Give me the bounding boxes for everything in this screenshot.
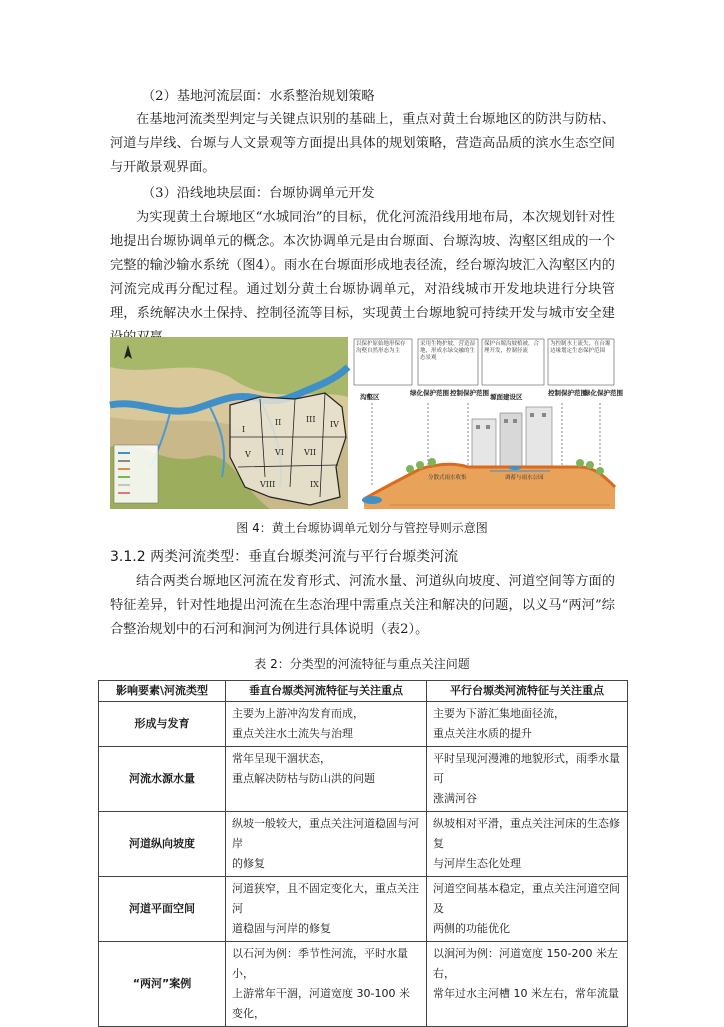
figure-4-caption: 图 4：黄土台塬协调单元划分与管控导则示意图 xyxy=(236,521,488,535)
paragraph-river-strategy: 在基地河流类型判定与关键点识别的基础上，重点对黄土台塬地区的防洪与防枯、河道与岸线、台塬与人文景观等方面提出具体的规划策略，营造高品质的滨水生态空间与开敞景观界面。 xyxy=(110,112,615,175)
unit-label-9: IX xyxy=(310,480,319,489)
river-water xyxy=(362,496,382,504)
zone-label-control-1: 控制保护范围 xyxy=(450,389,489,397)
paragraph-two-river-types: 结合两类台塬地区河流在发育形式、河流水量、河道纵向坡度、河道空间等方面的特征差异，针对性地提出河流在生态治理中需重点关注和解决的问题，以义马“两河”综合整治规划中的石河和涧河为例进行具体说明（表2）。 xyxy=(110,574,615,637)
section-note-2: 采用生物护坡，营造湿地，形成水绿交融的生态景观 xyxy=(420,341,476,361)
section-note-1: 以保护原始地形保存沟壑自然形态为主 xyxy=(356,341,406,354)
unit-label-5: V xyxy=(245,450,251,459)
unit-label-2: II xyxy=(275,418,282,427)
paragraph-coordination-unit: 为实现黄土台塬地区“水城同治”的目标，优化河流沿线用地布局，本次规划针对性地提出台塬协调单元的概念。本次协调单元是由台塬面、台塬沟坡、沟壑区组成的一个完整的输沙输水系统（图4）。雨水在台塬面形成地表径流，经台塬沟坡汇入沟壑区内的河流完成再分配过程。通过划分黄土台塬协调单元，对沿线城市开发地块进行分块管理，系统解决水土保持、控制径流等目标，实现黄土台塬地貌可持续开发与城市安全建 xyxy=(110,210,615,321)
table-row xyxy=(99,942,628,1027)
table-row xyxy=(99,747,628,812)
table-header-parallel: 平行台塬类河流特征与关注重点 xyxy=(427,681,628,702)
table-header-vertical: 垂直台塬类河流特征与关注重点 xyxy=(226,681,427,702)
table-header-factor: 影响要素\河流类型 xyxy=(99,681,226,702)
cell-parallel: 以涧河为例：河道宽度 150-200 米左右， 常年过水主河槽 10 米左右，常年流量 xyxy=(427,942,628,1027)
unit-label-7: VII xyxy=(304,448,317,457)
section-title-312: 3.1.2 两类河流类型：垂直台塬类河流与平行台塬类河流 xyxy=(110,549,459,565)
bottom-label-storage: 调蓄与雨水公园 xyxy=(505,475,544,481)
unit-label-4: IV xyxy=(330,420,339,429)
building-3 xyxy=(526,407,552,469)
cell-parallel: 河道空间基本稳定，重点关注河道空间及 两侧的功能优化 xyxy=(427,877,628,942)
row-factor: 形成与发育 xyxy=(99,702,226,747)
zone-label-green-2: 绿化保护范围 xyxy=(584,389,623,397)
zone-label-construction: 塬面建设区 xyxy=(490,393,523,401)
zone-label-control-2: 控制保护范围 xyxy=(548,389,587,397)
row-factor: 河道平面空间 xyxy=(99,877,226,942)
figure-4-graphic xyxy=(110,337,623,509)
table-row xyxy=(99,702,628,747)
unit-label-6: VI xyxy=(275,448,284,457)
table-2 xyxy=(98,680,628,1027)
subheading-plot-development: （3）沿线地块层面：台塬协调单元开发 xyxy=(142,186,375,201)
terrain-map xyxy=(110,337,348,509)
map-legend xyxy=(114,445,158,503)
building-2 xyxy=(500,413,522,469)
subheading-river-strategy: （2）基地河流层面：水系整治规划策略 xyxy=(142,89,375,104)
row-factor: 河流水源水量 xyxy=(99,747,226,812)
building-1 xyxy=(472,419,496,469)
section-note-4: 为控制水土流失，在台塬边缘划定生态保护范围 xyxy=(550,341,611,354)
cell-parallel: 纵坡相对平滑，重点关注河床的生态修复 与河岸生态化处理 xyxy=(427,812,628,877)
zone-label-gully: 沟壑区 xyxy=(360,393,380,401)
table-row xyxy=(99,877,628,942)
cell-vertical: 常年呈现干涸状态， 重点解决防枯与防山洪的问题 xyxy=(226,747,427,812)
unit-label-1: I xyxy=(242,425,246,434)
rain-garden-water xyxy=(509,466,521,470)
cell-vertical: 河道狭窄，且不固定变化大，重点关注河 道稳固与河岸的修复 xyxy=(226,877,427,942)
unit-boundary xyxy=(230,393,346,505)
cell-vertical: 主要为上游冲沟发育而成， 重点关注水土流失与治理 xyxy=(226,702,427,747)
section-note-3: 保护台塬沟坡植被，合理开发，控制径流 xyxy=(484,341,540,354)
section-diagram xyxy=(350,337,624,509)
table-header-row xyxy=(99,681,628,702)
unit-label-8: VIII xyxy=(260,480,276,489)
figure-4 xyxy=(110,337,623,509)
zone-label-green-1: 绿化保护范围 xyxy=(410,389,449,397)
cell-vertical: 纵坡一般较大，重点关注河道稳固与河岸 的修复 xyxy=(226,812,427,877)
unit-label-3: III xyxy=(306,415,316,424)
row-factor: “两河”案例 xyxy=(99,942,226,1027)
cell-parallel: 主要为下游汇集地面径流， 重点关注水质的提升 xyxy=(427,702,628,747)
row-factor: 河道纵向坡度 xyxy=(99,812,226,877)
bottom-label-collection: 分散式雨水收集 xyxy=(428,475,467,481)
cell-vertical: 以石河为例：季节性河流，平时水量小， 上游常年干涸，河道宽度 30-100 米变化， xyxy=(226,942,427,1027)
cell-parallel: 平时呈现河漫滩的地貌形式，雨季水量可 涨满河谷 xyxy=(427,747,628,812)
table-2-caption: 表 2：分类型的河流特征与重点关注问题 xyxy=(254,657,470,671)
table-row xyxy=(99,812,628,877)
